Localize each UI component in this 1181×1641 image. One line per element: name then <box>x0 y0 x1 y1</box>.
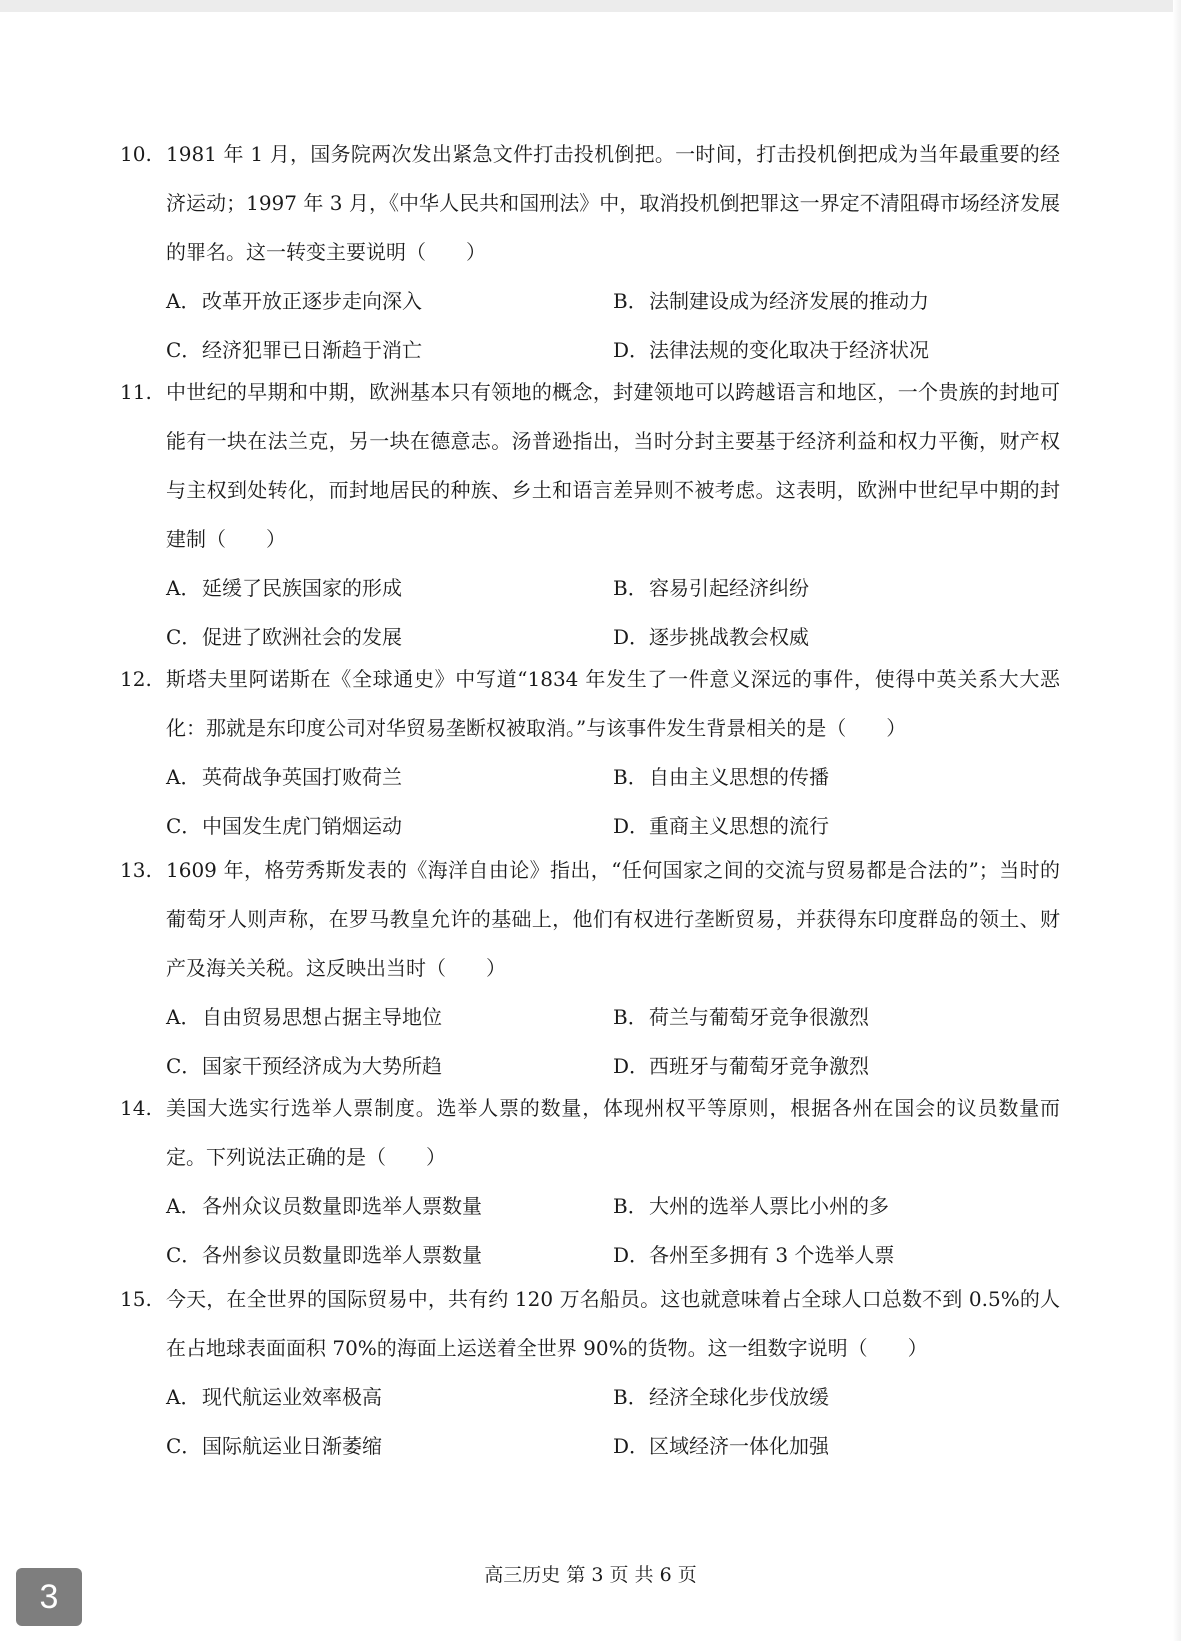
option-row <box>166 993 1060 1042</box>
question-number: 10. <box>120 142 152 166</box>
option-b[interactable] <box>613 277 1060 326</box>
option-text: 现代航运业效率极高 <box>202 1385 382 1409</box>
option-row <box>166 1422 1060 1471</box>
option-b[interactable] <box>613 564 1060 613</box>
question-text: 今天，在全世界的国际贸易中，共有约 120 万名船员。这也就意味着占全球人口总数不到 0.5%的人在占地球表面面积 70%的海面上运送着全世界 90%的货物。这一组数字说明（ ） <box>166 1287 1060 1360</box>
option-text: 延缓了民族国家的形成 <box>202 576 402 600</box>
option-letter: A． <box>166 576 201 600</box>
option-d[interactable] <box>613 1231 1060 1280</box>
question-10 <box>120 130 1060 375</box>
options <box>120 564 1060 662</box>
option-row <box>166 1373 1060 1422</box>
option-row <box>166 753 1060 802</box>
option-text: 改革开放正逐步走向深入 <box>202 289 422 313</box>
question-11 <box>120 368 1060 662</box>
option-a[interactable] <box>166 753 613 802</box>
options <box>120 753 1060 851</box>
option-letter: D． <box>613 338 650 362</box>
option-d[interactable] <box>613 1422 1060 1471</box>
page-number-badge[interactable]: 3 <box>16 1568 82 1626</box>
option-b[interactable] <box>613 1182 1060 1231</box>
option-text: 国家干预经济成为大势所趋 <box>202 1054 442 1078</box>
option-letter: D． <box>613 1434 650 1458</box>
option-d[interactable] <box>613 802 1060 851</box>
option-text: 容易引起经济纠纷 <box>649 576 809 600</box>
option-text: 大州的选举人票比小州的多 <box>649 1194 889 1218</box>
right-edge <box>1173 0 1181 1641</box>
question-stem <box>120 1084 1060 1182</box>
question-stem <box>120 1275 1060 1373</box>
option-text: 经济犯罪已日渐趋于消亡 <box>202 338 422 362</box>
question-14 <box>120 1084 1060 1280</box>
option-letter: A． <box>166 1005 201 1029</box>
question-text: 1981 年 1 月，国务院两次发出紧急文件打击投机倒把。一时间，打击投机倒把成为当年最重要的经济运动；1997 年 3 月，《中华人民共和国刑法》中，取消投机倒把罪这一界定不清阻碍市场经济发展的罪名。这一转变主要说明（ ） <box>166 142 1060 264</box>
option-letter: A． <box>166 289 201 313</box>
option-letter: C． <box>166 814 202 838</box>
option-letter: B． <box>613 289 648 313</box>
option-row <box>166 277 1060 326</box>
question-text: 斯塔夫里阿诺斯在《全球通史》中写道“1834 年发生了一件意义深远的事件，使得中英关系大大恶化：那就是东印度公司对华贸易垄断权被取消。”与该事件发生背景相关的是（ ） <box>166 667 1060 740</box>
option-text: 各州众议员数量即选举人票数量 <box>202 1194 482 1218</box>
option-letter: B． <box>613 1005 648 1029</box>
option-a[interactable] <box>166 993 613 1042</box>
option-letter: C． <box>166 338 202 362</box>
option-c[interactable] <box>166 802 613 851</box>
option-text: 荷兰与葡萄牙竞争很激烈 <box>649 1005 869 1029</box>
option-letter: D． <box>613 625 650 649</box>
option-text: 法制建设成为经济发展的推动力 <box>649 289 929 313</box>
option-letter: D． <box>613 814 650 838</box>
option-text: 法律法规的变化取决于经济状况 <box>649 338 929 362</box>
question-12 <box>120 655 1060 851</box>
option-row <box>166 564 1060 613</box>
option-b[interactable] <box>613 1373 1060 1422</box>
question-number: 11. <box>120 380 152 404</box>
option-letter: D． <box>613 1243 650 1267</box>
option-text: 自由主义思想的传播 <box>649 765 829 789</box>
question-number: 12. <box>120 667 152 691</box>
option-letter: C． <box>166 1243 202 1267</box>
option-letter: B． <box>613 576 648 600</box>
option-b[interactable] <box>613 993 1060 1042</box>
question-text: 中世纪的早期和中期，欧洲基本只有领地的概念，封建领地可以跨越语言和地区，一个贵族的封地可能有一块在法兰克，另一块在德意志。汤普逊指出，当时分封主要基于经济利益和权力平衡，财产权与主权到处转化，而封地居民的种族、乡土和语言差异则不被考虑。这表明，欧洲中世纪早中期的封建制（ ） <box>166 380 1060 551</box>
question-15 <box>120 1275 1060 1471</box>
option-letter: A． <box>166 765 201 789</box>
option-row <box>166 802 1060 851</box>
option-letter: A． <box>166 1385 201 1409</box>
page-footer: 高三历史 第 3 页 共 6 页 <box>484 1564 697 1586</box>
option-text: 区域经济一体化加强 <box>649 1434 829 1458</box>
option-row <box>166 1182 1060 1231</box>
option-text: 逐步挑战教会权威 <box>649 625 809 649</box>
option-text: 英荷战争英国打败荷兰 <box>202 765 402 789</box>
question-stem <box>120 130 1060 277</box>
options <box>120 277 1060 375</box>
question-text: 1609 年，格劳秀斯发表的《海洋自由论》指出，“任何国家之间的交流与贸易都是合法的”；当时的葡萄牙人则声称，在罗马教皇允许的基础上，他们有权进行垄断贸易，并获得东印度群岛的领土、财产及海关关税。这反映出当时（ ） <box>166 858 1060 980</box>
option-text: 各州至多拥有 3 个选举人票 <box>649 1243 895 1267</box>
question-number: 14. <box>120 1096 152 1120</box>
question-number: 13. <box>120 858 152 882</box>
option-text: 自由贸易思想占据主导地位 <box>202 1005 442 1029</box>
options <box>120 1373 1060 1471</box>
option-text: 国际航运业日渐萎缩 <box>202 1434 382 1458</box>
question-stem <box>120 368 1060 564</box>
option-text: 促进了欧洲社会的发展 <box>202 625 402 649</box>
option-letter: D． <box>613 1054 650 1078</box>
option-letter: B． <box>613 1194 648 1218</box>
question-13 <box>120 846 1060 1091</box>
option-row <box>166 1231 1060 1280</box>
option-letter: C． <box>166 1434 202 1458</box>
option-letter: C． <box>166 1054 202 1078</box>
option-text: 中国发生虎门销烟运动 <box>202 814 402 838</box>
option-letter: B． <box>613 1385 648 1409</box>
option-c[interactable] <box>166 1231 613 1280</box>
option-letter: C． <box>166 625 202 649</box>
question-text: 美国大选实行选举人票制度。选举人票的数量，体现州权平等原则，根据各州在国会的议员数量而定。下列说法正确的是（ ） <box>166 1096 1060 1169</box>
option-b[interactable] <box>613 753 1060 802</box>
option-a[interactable] <box>166 564 613 613</box>
options <box>120 993 1060 1091</box>
option-text: 西班牙与葡萄牙竞争激烈 <box>649 1054 869 1078</box>
option-a[interactable] <box>166 1373 613 1422</box>
option-text: 各州参议员数量即选举人票数量 <box>202 1243 482 1267</box>
option-a[interactable] <box>166 1182 613 1231</box>
option-a[interactable] <box>166 277 613 326</box>
top-edge <box>0 0 1181 12</box>
option-letter: B． <box>613 765 648 789</box>
options <box>120 1182 1060 1280</box>
question-number: 15. <box>120 1287 152 1311</box>
question-stem <box>120 846 1060 993</box>
option-c[interactable] <box>166 1422 613 1471</box>
question-stem <box>120 655 1060 753</box>
option-letter: A． <box>166 1194 201 1218</box>
option-text: 重商主义思想的流行 <box>649 814 829 838</box>
option-text: 经济全球化步伐放缓 <box>649 1385 829 1409</box>
